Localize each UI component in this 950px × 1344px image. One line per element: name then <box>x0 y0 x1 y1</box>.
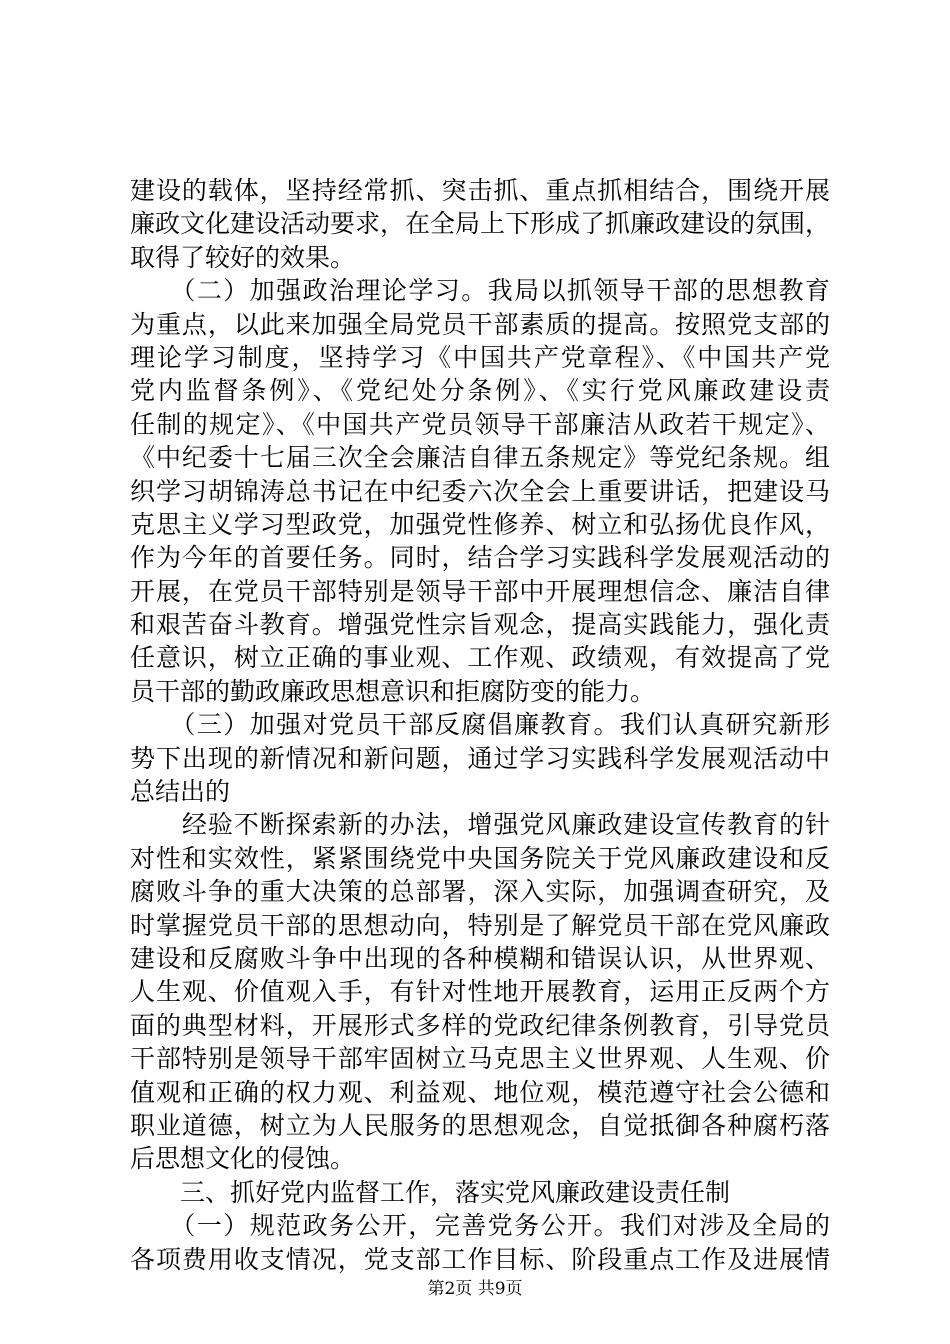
document-body <box>130 174 830 1276</box>
text-line: （一）规范政务公开，完善党务公开。我们对涉及全局的 <box>130 1211 830 1241</box>
text-line: 取得了较好的效果。 <box>130 242 356 272</box>
text-line: 对性和实效性，紧紧围绕党中央国务院关于党风廉政建设和反 <box>130 843 830 873</box>
text-line: 面的典型材料，开展形式多样的党政纪律条例教育，引导党员 <box>130 1010 830 1040</box>
text-line: 干部特别是领导干部牢固树立马克思主义世界观、人生观、价 <box>130 1044 830 1074</box>
page-number-label: 第2页 共9页 <box>427 1279 523 1299</box>
text-line: 经验不断探索新的办法，增强党风廉政建设宣传教育的针 <box>130 810 830 840</box>
text-line: 织学习胡锦涛总书记在中纪委六次全会上重要讲话，把建设马 <box>130 476 830 506</box>
text-line: 任制的规定》、《中国共产党员领导干部廉洁从政若干规定》、 <box>130 409 830 439</box>
text-line: 理论学习制度，坚持学习《中国共产党章程》、《中国共产党 <box>130 342 830 372</box>
text-line: （三）加强对党员干部反腐倡廉教育。我们认真研究新形 <box>130 710 830 740</box>
text-line: 克思主义学习型政党，加强党性修养、树立和弘扬优良作风， <box>130 509 830 539</box>
text-line: 开展，在党员干部特别是领导干部中开展理想信念、廉洁自律 <box>130 576 830 606</box>
text-line: 建设的载体，坚持经常抓、突击抓、重点抓相结合，围绕开展 <box>130 176 830 205</box>
text-line: 总结出的 <box>130 777 231 807</box>
text-line: 后思想文化的侵蚀。 <box>130 1144 356 1174</box>
text-line: 值观和正确的权力观、利益观、地位观，模范遵守社会公德和 <box>130 1077 830 1107</box>
text-line: 和艰苦奋斗教育。增强党性宗旨观念，提高实践能力，强化责 <box>130 610 830 640</box>
text-line: 作为今年的首要任务。同时，结合学习实践科学发展观活动的 <box>130 543 830 573</box>
text-line: 廉政文化建设活动要求，在全局上下形成了抓廉政建设的氛围， <box>130 209 830 239</box>
text-line: 各项费用收支情况，党支部工作目标、阶段重点工作及进展情 <box>130 1244 830 1274</box>
text-line: 人生观、价值观入手，有针对性地开展教育，运用正反两个方 <box>130 977 830 1007</box>
text-line: 为重点，以此来加强全局党员干部素质的提高。按照党支部的 <box>130 309 830 339</box>
text-line: 员干部的勤政廉政思想意识和拒腐防变的能力。 <box>130 676 656 706</box>
page-footer <box>0 1278 950 1300</box>
text-line: 时掌握党员干部的思想动向，特别是了解党员干部在党风廉政 <box>130 910 830 940</box>
text-line: （二）加强政治理论学习。我局以抓领导干部的思想教育 <box>130 276 830 306</box>
text-line: 建设和反腐败斗争中出现的各种模糊和错误认识，从世界观、 <box>130 943 830 973</box>
text-line: 腐败斗争的重大决策的总部署，深入实际，加强调查研究，及 <box>130 877 830 907</box>
text-line: 三、抓好党内监督工作，落实党风廉政建设责任制 <box>130 1177 731 1207</box>
text-line: 任意识，树立正确的事业观、工作观、政绩观，有效提高了党 <box>130 643 830 673</box>
text-line: 党内监督条例》、《党纪处分条例》、《实行党风廉政建设责 <box>130 376 830 406</box>
text-line: 《中纪委十七届三次全会廉洁自律五条规定》等党纪条规。组 <box>130 443 830 473</box>
text-line: 职业道德，树立为人民服务的思想观念，自觉抵御各种腐朽落 <box>130 1110 830 1140</box>
text-line: 势下出现的新情况和新问题，通过学习实践科学发展观活动中 <box>130 743 830 773</box>
